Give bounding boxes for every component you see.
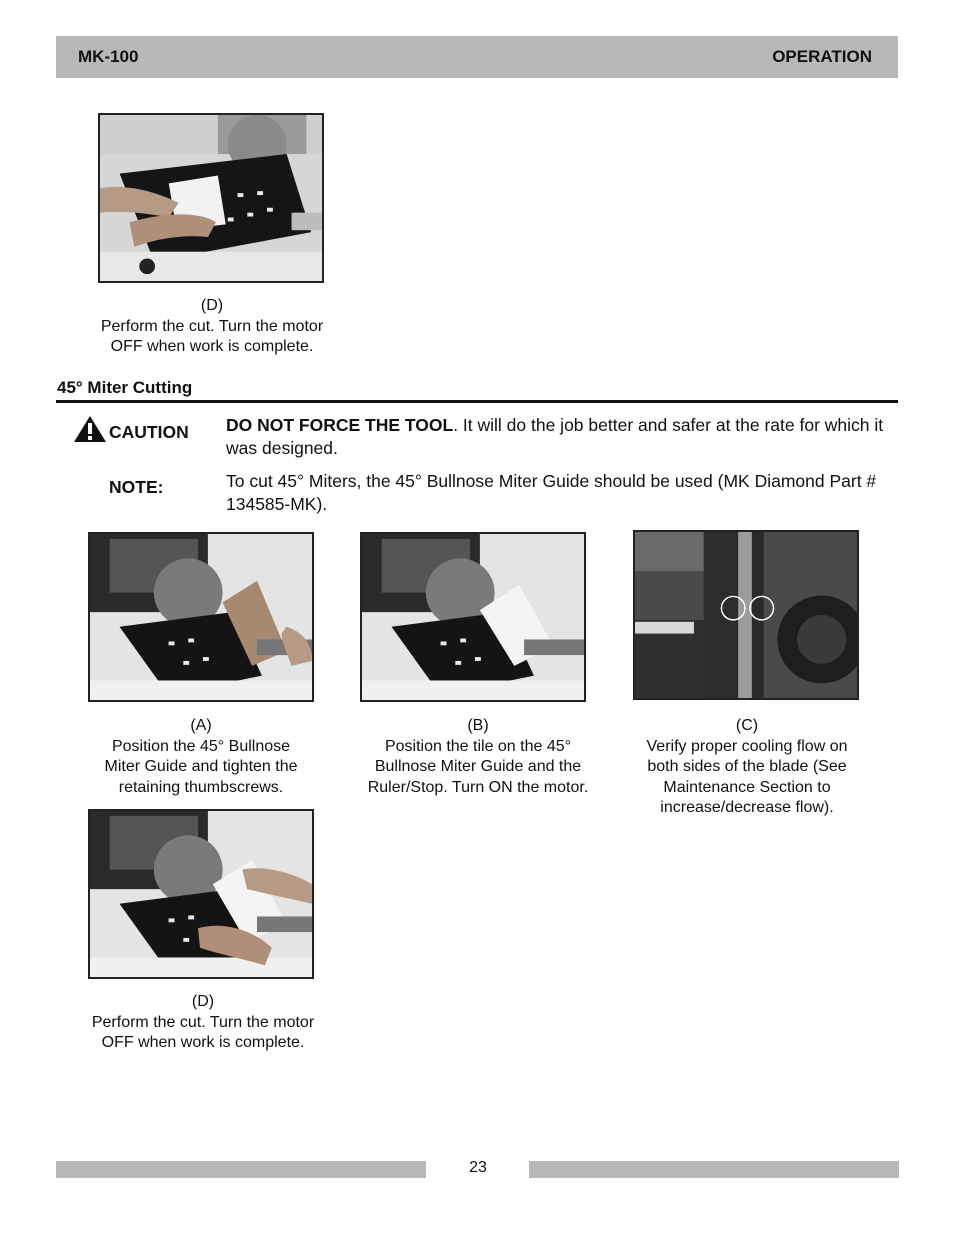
caution-label: CAUTION bbox=[109, 422, 189, 442]
caption-top-d bbox=[84, 296, 340, 358]
caption-letter: (D) bbox=[200, 297, 224, 314]
photo-a bbox=[88, 532, 314, 702]
page-number: 23 bbox=[469, 1159, 487, 1176]
caution-body-text: . It will do the job better and safer at the rate for which it was designed. bbox=[226, 415, 884, 458]
caption-line: increase/decrease flow). bbox=[660, 799, 834, 817]
caution-bold-text: DO NOT FORCE THE TOOL bbox=[226, 415, 454, 435]
footer-bar-right bbox=[529, 1161, 899, 1178]
model-name: MK-100 bbox=[78, 47, 139, 66]
note-label: NOTE: bbox=[109, 477, 164, 497]
caption-line: Perform the cut. Turn the motor bbox=[91, 1013, 315, 1031]
caption-letter: (A) bbox=[190, 717, 212, 734]
page-header bbox=[56, 36, 898, 78]
photo-b bbox=[360, 532, 586, 702]
caption-b bbox=[350, 716, 606, 798]
caption-line: OFF when work is complete. bbox=[110, 338, 314, 356]
photo-c bbox=[633, 530, 859, 700]
caption-d bbox=[74, 992, 332, 1054]
caption-line: Verify proper cooling flow on bbox=[646, 737, 848, 755]
caption-line: retaining thumbscrews. bbox=[118, 778, 284, 796]
photo-d bbox=[88, 809, 314, 979]
section-name: OPERATION bbox=[772, 47, 872, 66]
caption-line: Maintenance Section to bbox=[663, 778, 831, 796]
caption-line: Ruler/Stop. Turn ON the motor. bbox=[367, 778, 589, 796]
caption-line: OFF when work is complete. bbox=[101, 1034, 305, 1052]
warning-icon bbox=[73, 415, 107, 443]
caption-line: Position the tile on the 45° bbox=[384, 737, 572, 755]
section-title: 45° Miter Cutting bbox=[57, 378, 193, 397]
caption-letter: (D) bbox=[191, 993, 215, 1010]
footer-bar-left bbox=[56, 1161, 426, 1178]
caption-line: Perform the cut. Turn the motor bbox=[100, 317, 324, 335]
photo-top-d bbox=[98, 113, 324, 283]
caption-letter: (B) bbox=[467, 717, 489, 734]
caption-line: Miter Guide and tighten the bbox=[104, 758, 298, 776]
caption-line: Bullnose Miter Guide and the bbox=[374, 758, 582, 776]
caption-line: both sides of the blade (See bbox=[647, 758, 847, 776]
caption-c bbox=[620, 716, 874, 819]
caption-letter: (C) bbox=[735, 717, 759, 734]
note-text: To cut 45° Miters, the 45° Bullnose Miter Guide should be used (MK Diamond Part # 134585-MK). bbox=[226, 471, 877, 514]
section-divider bbox=[56, 400, 898, 403]
caption-a bbox=[74, 716, 328, 798]
caution-text bbox=[226, 414, 886, 459]
caption-line: Position the 45° Bullnose bbox=[111, 737, 291, 755]
